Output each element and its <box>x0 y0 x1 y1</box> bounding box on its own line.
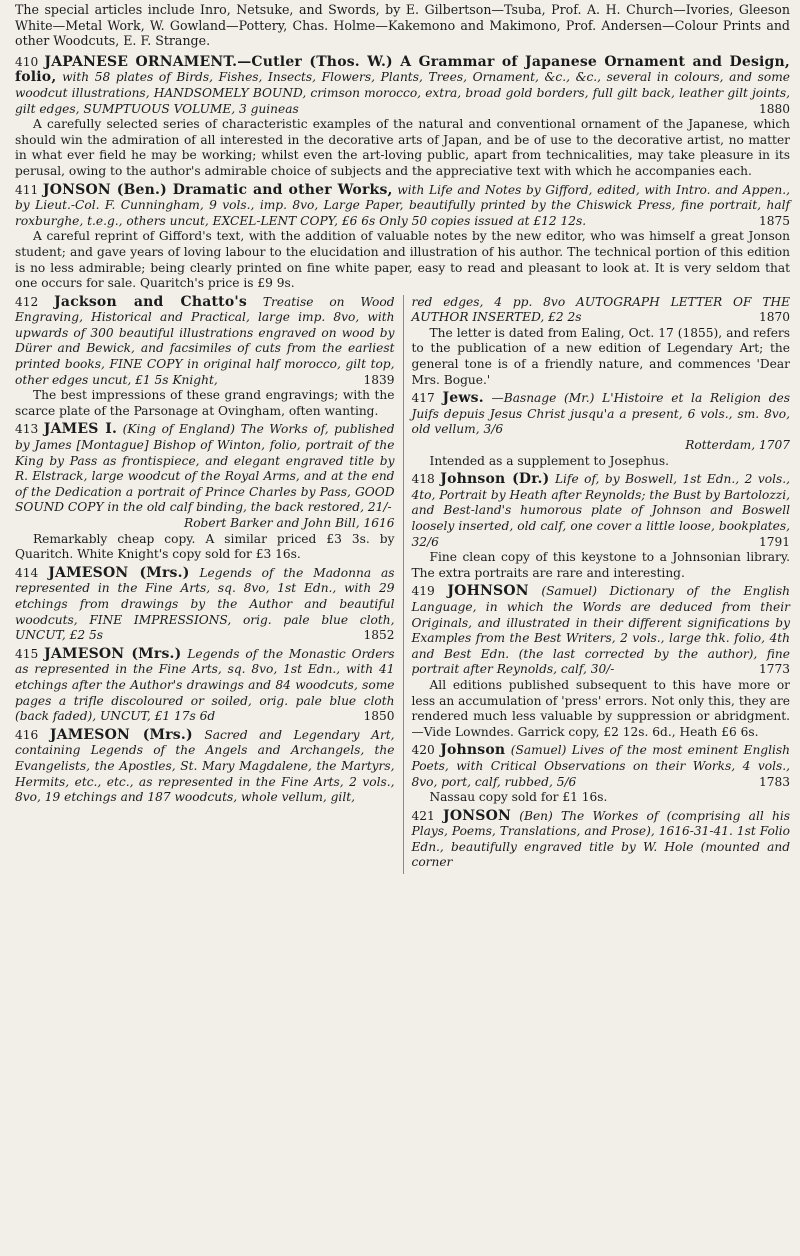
entry-description: —Basnage (Mr.) L'Histoire et la Religion des Juifs depuis Jesus Christ jusqu'a a present, 6 vols., sm. 8vo, old vellum, 3/6 <box>411 391 790 437</box>
entry-heading: JAPANESE ORNAMENT.—Cutler (Thos. W.) A Grammar of Japanese Ornament and Design, folio, <box>15 53 790 86</box>
entry-date: 1870 <box>758 310 790 325</box>
entry-number: 414 <box>15 565 39 580</box>
entry-heading: JAMES I. <box>43 421 118 438</box>
entry-heading: Jackson and Chatto's <box>54 293 247 310</box>
entry-description: (King of England) The Works of, published by James [Montague] Bishop of Winton, folio, portrait of the King by Pass as frontispiece, and elegant engraved title by R. Elstrack, large woodcut of the Royal Arms, and at the end of the Dedication a portrait of Prince Charles by Pass, GOOD SOUND COPY in the old calf binding, the back restored, 21/- <box>15 422 395 515</box>
entry-note: A carefully selected series of characteristic examples of the natural and conventional ornament of the Japanese, which should win the admiration of all interested in the decorative arts of Japan, and be of use to the decorative artist, no matter in what ever field he may be working; whilst even the art-loving public, apart from technicalities, may take pleasure in its perusal, owing to the author's admirable choice of subjects and the appreciative text with which he accompanies each. <box>15 117 790 178</box>
entry-number: 421 <box>411 808 435 823</box>
catalogue-entry-415 <box>15 647 395 725</box>
catalogue-entry-416 <box>15 728 395 806</box>
entry-description: Life of, by Boswell, 1st Edn., 2 vols., 4to, Portrait by Heath after Reynolds; the Bust by Bartolozzi, and Best-land's humorous plate of Johnson and Boswell loosely inserted, old calf, one cover a little loose, bookplates, 32/6 <box>411 472 791 549</box>
entry-description: (Ben) The Workes of (comprising all his Plays, Poems, Translations, and Prose), 1616-31-41. 1st Folio Edn., beautifully engraved title by W. Hole (mounted and corner <box>411 808 791 870</box>
catalogue-entry-412 <box>15 295 395 420</box>
entry-date: Robert Barker and John Bill, 1616 <box>184 516 395 530</box>
entry-note: The letter is dated from Ealing, Oct. 17 (1855), and refers to the publication of a new edition of Legendary Art; the general tone is of a friendly nature, and commences 'Dear Mrs. Bogue.' <box>411 325 790 387</box>
entry-date: 1880 <box>758 101 790 116</box>
entry-date: 1875 <box>758 213 790 228</box>
entry-date: 1852 <box>363 628 395 643</box>
catalogue-entry-418 <box>412 472 791 581</box>
entry-heading: Jews. <box>442 390 484 407</box>
entry-number: 416 <box>15 727 39 742</box>
entry-description: Sacred and Legendary Art, containing Legends of the Angels and Archangels, the Evangelists, the Apostles, St. Mary Magdalene, the Martyrs, Hermits, etc., etc., as represented in the Fine Arts, 2 vols., 8vo, 19 etchings and 187 woodcuts, whole vellum, gilt, <box>15 727 395 805</box>
entry-number: 413 <box>15 422 39 437</box>
entry-number: 417 <box>411 391 435 406</box>
entry-note: Remarkably cheap copy. A similar priced £3 3s. by Quaritch. White Knight's copy sold for £3 16s. <box>15 531 395 562</box>
entry-date: 1783 <box>758 774 790 789</box>
entry-description: Treatise on Wood Engraving, Historical and Practical, large imp. 8vo, with upwards of 300 beautiful illustrations engraved on wood by Dürer and Bewick, and facsimiles of cuts from the earliest printed books, FINE COPY in original half morocco, gilt top, other edges uncut, £1 5s Knight, <box>15 294 395 387</box>
entry-number: 419 <box>411 584 435 599</box>
entry-note: Fine clean copy of this keystone to a Johnsonian library. The extra portraits are rare and interesting. <box>411 550 790 580</box>
top-entries <box>15 55 790 292</box>
entry-number: 415 <box>15 646 39 661</box>
entry-heading: JAMESON (Mrs.) <box>44 645 182 662</box>
entry-note: Intended as a supplement to Josephus. <box>429 453 669 468</box>
entry-date: Rotterdam, 1707 <box>685 438 790 453</box>
entry-number: 420 <box>411 743 435 758</box>
entry-description: Legends of the Madonna as represented in the Fine Arts, sq. 8vo, 1st Edn., with 29 etchings from drawings by the Author and beautiful woodcuts, FINE IMPRESSIONS, orig. pale blue cloth, UNCUT, £2 5s <box>15 565 395 643</box>
entry-note: Nassau copy sold for £1 16s. <box>429 790 608 805</box>
catalogue-entry-420 <box>412 743 791 805</box>
two-column-listing <box>15 295 790 874</box>
catalogue-entry-417 <box>412 391 791 469</box>
entry-date: 1839 <box>363 372 395 387</box>
entry-heading: JONSON (Ben.) Dramatic and other Works, <box>42 181 393 198</box>
catalogue-entry-419 <box>412 584 791 740</box>
entry-description: with 58 plates of Birds, Fishes, Insects, Flowers, Plants, Trees, Ornament, &c., &c., several in colours, and some woodcut illustrations, HANDSOMELY BOUND, crimson morocco, extra, broad gold borders, full gilt back, leather gilt joints, gilt edges, SUMPTUOUS VOLUME, 3 guineas <box>15 70 790 116</box>
entry-heading: Johnson (Dr.) <box>440 471 550 488</box>
entry-date: 1791 <box>758 534 790 549</box>
entry-date: 1773 <box>758 662 790 677</box>
entry-heading: JOHNSON <box>447 583 529 600</box>
right-column <box>403 295 791 874</box>
entry-note: All editions published subsequent to this have more or less an accumulation of 'press' errors. Not only this, they are rendered much less valuable by suppression or abridgment.—Vide Lowndes. Garrick copy, £2 12s. 6d., Heath £6 6s. <box>411 677 790 739</box>
entry-number: 412 <box>15 294 39 309</box>
entry-note: A careful reprint of Gifford's text, with the addition of valuable notes by the new editor, who was himself a great Jonson student; and gave years of loving labour to the elucidation and illustration of his author. The technical portion of this edition is no less admirable; being clearly printed on fine white paper, easy to read and pleasant to look at. It is very seldom that one occurs for sale. Quaritch's price is £9 9s. <box>15 229 790 291</box>
entry-note: The best impressions of these grand engravings; with the scarce plate of the Parsonage at Ovingham, often wanting. <box>15 388 395 418</box>
catalogue-entry-421 <box>412 809 791 871</box>
entry-heading: JAMESON (Mrs.) <box>48 564 190 581</box>
entry-description: Legends of the Monastic Orders as represented in the Fine Arts, sq. 8vo, 1st Edn., with 41 etchings after the Author's drawings and 84 woodcuts, some pages a trifle discoloured or soiled, orig. pale blue cloth (back faded), UNCUT, £1 17s 6d <box>15 646 395 724</box>
entry-description: (Samuel) Lives of the most eminent English Poets, with Critical Observations on their Works, 4 vols., 8vo, port, calf, rubbed, 5/6 <box>411 743 790 789</box>
entry-number: 418 <box>411 472 435 487</box>
catalogue-entry-410 <box>15 55 790 180</box>
entry-description: with Life and Notes by Gifford, edited, with Intro. and Appen., by Lieut.-Col. F. Cunningham, 9 vols., imp. 8vo, Large Paper, beautifully printed by the Chiswick Press, fine portrait, half roxburghe, t.e.g., others uncut, EXCEL-LENT COPY, £6 6s Only 50 copies issued at £12 12s. <box>15 182 790 228</box>
catalogue-entry-413 <box>15 422 395 562</box>
entry-date: 1850 <box>363 709 395 724</box>
entry-heading: JONSON <box>443 807 511 824</box>
left-column <box>15 295 403 874</box>
catalogue-entry-416-continued <box>412 295 791 389</box>
entry-heading: JAMESON (Mrs.) <box>49 726 193 743</box>
catalogue-entry-411 <box>15 183 790 292</box>
entry-heading: Johnson <box>440 742 506 759</box>
intro-paragraph: The special articles include Inro, Netsuke, and Swords, by E. Gilbertson—Tsuba, Prof. A. H. Church—Ivories, Gleeson White—Metal Work, W. Gowland—Pottery, Chas. Holme—Kakemono and Makimono, Prof. Andersen—Colour Prints and other Woodcuts, E. F. Strange. <box>15 2 790 49</box>
entry-description: red edges, 4 pp. 8vo AUTOGRAPH LETTER OF THE AUTHOR INSERTED, £2 2s <box>411 294 790 325</box>
catalogue-entry-414 <box>15 566 395 644</box>
entry-number: 411 <box>15 182 39 197</box>
entry-description: (Samuel) Dictionary of the English Language, in which the Words are deduced from their Originals, and illustrated in their different significations by Examples from the Best Writers, 2 vols., large thk. folio, 4th and Best Edn. (the last corrected by the author), fine portrait after Reynolds, calf, 30/- <box>411 584 791 677</box>
entry-number: 410 <box>15 54 39 69</box>
